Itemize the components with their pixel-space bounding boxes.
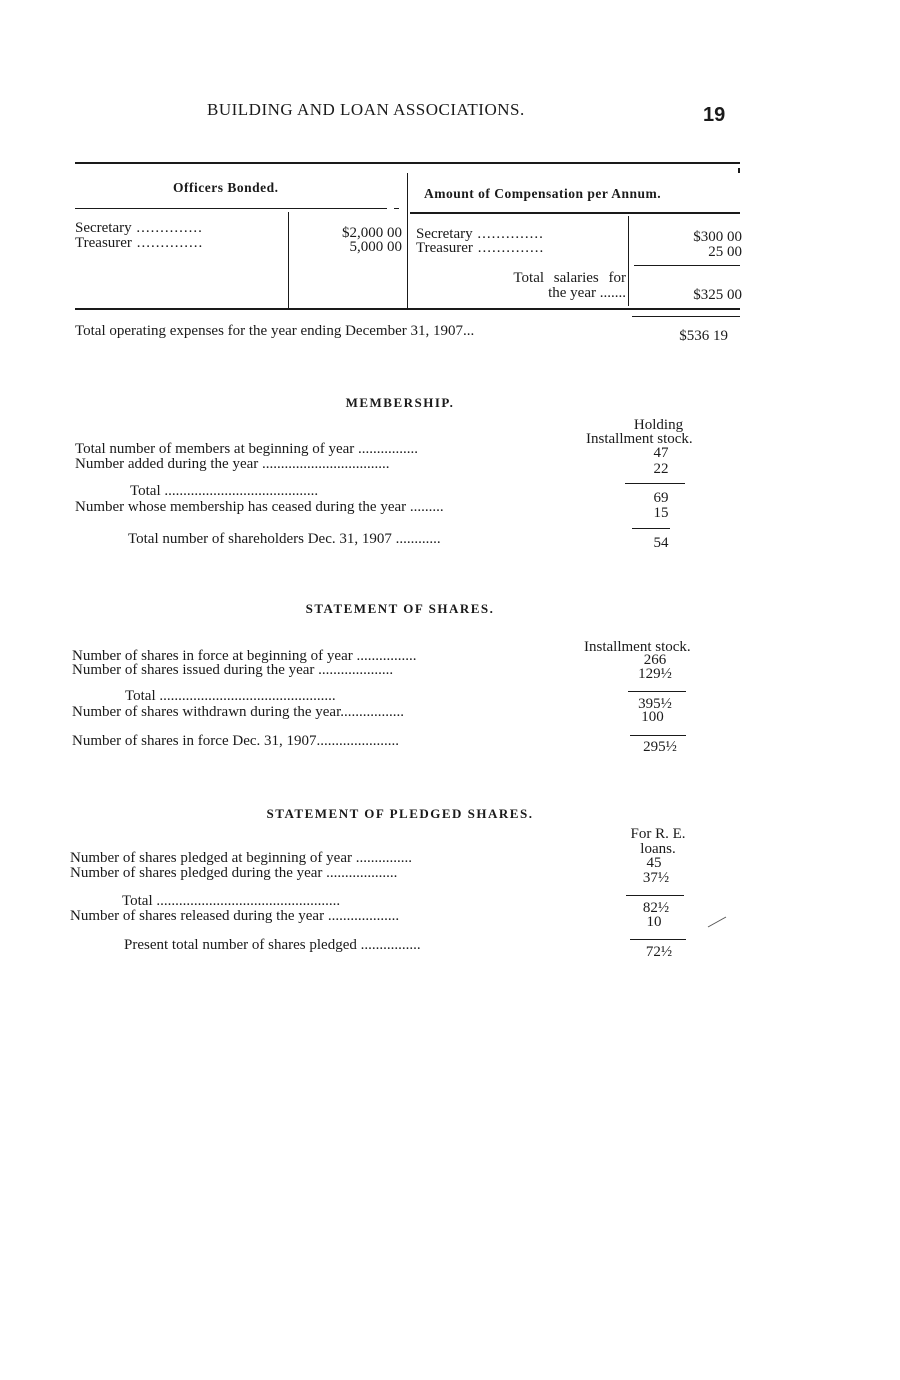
shares-title: STATEMENT OF SHARES.	[305, 601, 495, 616]
bonded-heading-rule-tick	[394, 208, 399, 209]
pledged-col-head-2: loans.	[640, 841, 676, 857]
shares-row-issued: Number of shares issued during the year ....................	[72, 662, 394, 678]
membership-value-beginning: 47	[653, 445, 669, 461]
shares-value-withdrawn: 100	[641, 709, 664, 725]
shares-row-beginning: Number of shares in force at beginning of year ................	[72, 648, 417, 664]
membership-row-added: Number added during the year ..................................	[75, 456, 390, 472]
officers-bonded-heading: Officers Bonded.	[173, 180, 279, 195]
bonded-leader: ..............	[131, 220, 203, 236]
table-top-rule	[75, 162, 740, 164]
membership-col-head-1: Holding	[633, 417, 684, 433]
table-center-divider	[407, 173, 408, 308]
pledged-row-total: Total .................................................	[122, 893, 341, 909]
pledged-row-present: Present total number of shares pledged ................	[124, 937, 421, 953]
bonded-heading-rule	[75, 208, 387, 209]
compensation-leader: ..............	[472, 240, 545, 256]
pledged-row-beginning: Number of shares pledged at beginning of year ...............	[70, 850, 412, 866]
compensation-amount-secretary: $300 00	[693, 229, 742, 245]
salaries-total-rule	[634, 265, 740, 266]
pledged-title: STATEMENT OF PLEDGED SHARES.	[266, 806, 534, 821]
pledged-total-rule	[626, 895, 684, 896]
shares-value-beginning: 266	[643, 652, 667, 668]
operating-expenses-label: Total operating expenses for the year ending December 31, 1907...	[75, 323, 475, 339]
running-title: BUILDING AND LOAN ASSOCIATIONS.	[207, 100, 525, 119]
page-number: 19	[703, 104, 726, 126]
compensation-amount-divider	[628, 216, 629, 306]
shares-final-rule	[630, 735, 686, 736]
membership-value-added: 22	[653, 461, 669, 477]
bonded-label: Treasurer	[75, 235, 132, 251]
membership-value-total: 69	[653, 490, 669, 506]
pledged-value-present: 72½	[645, 944, 673, 960]
compensation-heading: Amount of Compensation per Annum.	[424, 186, 662, 201]
table-top-rule-tick	[738, 168, 740, 173]
shares-value-in-force: 295½	[643, 739, 677, 755]
compensation-leader: ..............	[472, 226, 544, 242]
bonded-label: Secretary	[75, 220, 132, 236]
bonded-leader: ..............	[131, 235, 204, 251]
salaries-total-label-1: Total salaries for	[513, 270, 626, 286]
shares-row-total: Total ...............................................	[125, 688, 336, 704]
membership-row-beginning: Total number of members at beginning of year ................	[75, 441, 419, 457]
shares-col-head: Installment stock.	[584, 639, 691, 655]
membership-title: MEMBERSHIP.	[345, 395, 455, 410]
salaries-total-label-2: the year .......	[548, 285, 626, 301]
compensation-label: Treasurer	[416, 240, 473, 256]
shares-value-issued: 129½	[638, 666, 672, 682]
operating-expenses-amount: $536 19	[679, 328, 728, 344]
pledged-row-released: Number of shares released during the year ...................	[70, 908, 400, 924]
membership-row-shareholders: Total number of shareholders Dec. 31, 1907 ............	[128, 531, 441, 547]
bonded-row-treasurer	[75, 235, 203, 252]
pledged-value-total: 82½	[642, 900, 670, 916]
membership-col-head-2: Installment stock.	[586, 431, 693, 447]
shares-total-rule	[628, 691, 686, 692]
membership-row-total: Total .........................................	[130, 483, 319, 499]
shares-row-in-force: Number of shares in force Dec. 31, 1907......................	[72, 733, 400, 749]
membership-value-shareholders: 54	[653, 535, 669, 551]
bonded-amount-divider	[288, 212, 289, 308]
pledged-col-head-1: For R. E.	[630, 826, 686, 842]
compensation-row-treasurer	[416, 240, 544, 257]
membership-row-ceased: Number whose membership has ceased during the year .........	[75, 499, 444, 515]
pledged-final-rule	[630, 939, 686, 940]
salaries-total-amount: $325 00	[693, 287, 742, 303]
table-bottom-rule	[75, 308, 740, 310]
pledged-value-beginning: 45	[646, 855, 662, 871]
bonded-amount-secretary: $2,000 00	[342, 225, 402, 241]
pledged-row-during: Number of shares pledged during the year ...................	[70, 865, 398, 881]
shares-value-total: 395½	[638, 696, 672, 712]
shares-row-withdrawn: Number of shares withdrawn during the year.................	[72, 704, 405, 720]
compensation-label: Secretary	[416, 226, 473, 242]
membership-final-rule	[632, 528, 670, 529]
membership-value-ceased: 15	[653, 505, 669, 521]
pencil-check-mark	[706, 915, 728, 929]
bonded-amount-treasurer: 5,000 00	[349, 239, 402, 255]
pledged-value-released: 10	[646, 914, 662, 930]
membership-total-rule	[625, 483, 685, 484]
compensation-heading-rule	[410, 212, 740, 214]
pledged-value-during: 37½	[642, 870, 670, 886]
compensation-amount-treasurer: 25 00	[708, 244, 742, 260]
operating-top-rule	[632, 316, 740, 317]
